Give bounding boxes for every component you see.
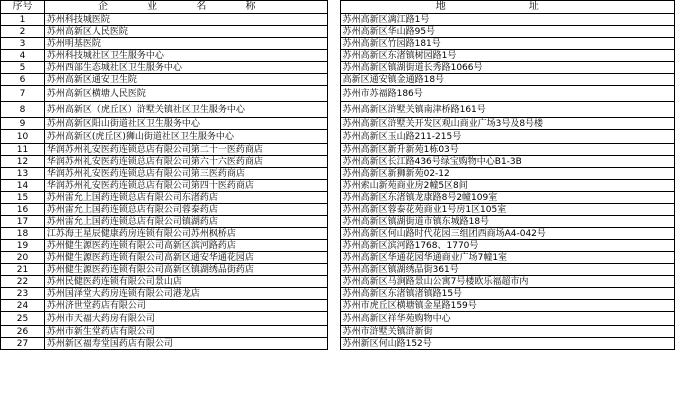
row-address: 苏州市浒墅关镇浒新街 (340, 326, 674, 338)
row-index: 15 (1, 192, 45, 204)
row-spacer-right (675, 168, 700, 180)
row-address: 苏州高新区华通花园华通商业广场7幢1室 (340, 252, 674, 264)
row-name: 苏州明基医院 (44, 38, 327, 50)
row-name: 苏州国泽堂大药房连锁有限公司港龙店 (44, 288, 327, 300)
row-name: 苏州雷允上国药连锁总店有限公司蓉泰药店 (44, 204, 327, 216)
row-address: 苏州高新区祥华苑购物中心 (340, 312, 674, 326)
header-spacer-right (675, 1, 700, 14)
row-spacer-right (675, 62, 700, 74)
header-name: 企 业 名 称 (44, 1, 327, 14)
row-spacer-right (675, 50, 700, 62)
row-spacer-right (675, 204, 700, 216)
row-spacer-right (675, 312, 700, 326)
row-spacer-right (675, 288, 700, 300)
header-address: 地 址 (340, 1, 674, 14)
row-index: 18 (1, 228, 45, 240)
table-row (1, 240, 700, 252)
row-spacer (327, 338, 340, 350)
table-body (1, 1, 700, 350)
row-spacer (327, 74, 340, 86)
row-name: 江苏海王星辰健康药房连锁有限公司苏州枫桥店 (44, 228, 327, 240)
row-address: 苏州高新区漓江路1号 (340, 14, 674, 26)
row-name: 苏州济世堂药店有限公司 (44, 300, 327, 312)
row-spacer-right (675, 180, 700, 192)
row-name: 苏州新区福寿堂国药店有限公司 (44, 338, 327, 350)
header-spacer (327, 1, 340, 14)
row-spacer-right (675, 144, 700, 156)
row-name: 华润苏州礼安医药连锁总店有限公司第六十六医药商店 (44, 156, 327, 168)
row-name: 华润苏州礼安医药连锁总店有限公司第三医药商店 (44, 168, 327, 180)
row-spacer (327, 26, 340, 38)
table-row (1, 74, 700, 86)
row-spacer (327, 180, 340, 192)
row-index: 10 (1, 130, 45, 144)
row-spacer-right (675, 276, 700, 288)
row-name: 苏州健生源医药连锁有限公司高新区通安华通花园店 (44, 252, 327, 264)
row-spacer-right (675, 326, 700, 338)
row-spacer-right (675, 86, 700, 102)
row-spacer-right (675, 14, 700, 26)
row-spacer-right (675, 252, 700, 264)
row-spacer (327, 300, 340, 312)
table-row (1, 130, 700, 144)
row-spacer (327, 14, 340, 26)
row-index: 20 (1, 252, 45, 264)
row-index: 17 (1, 216, 45, 228)
row-spacer-right (675, 216, 700, 228)
row-spacer-right (675, 264, 700, 276)
row-spacer (327, 168, 340, 180)
row-name: 苏州高新区通安卫生院 (44, 74, 327, 86)
row-address: 苏州市虎丘区横塘镇金星路159号 (340, 300, 674, 312)
row-index: 27 (1, 338, 45, 350)
row-spacer (327, 130, 340, 144)
row-spacer (327, 38, 340, 50)
row-address: 高新区通安镇金通路18号 (340, 74, 674, 86)
row-index: 23 (1, 288, 45, 300)
row-spacer-right (675, 338, 700, 350)
table-row (1, 192, 700, 204)
row-spacer-right (675, 300, 700, 312)
row-index: 7 (1, 86, 45, 102)
row-address: 苏州高新区东渚镇渚镇路15号 (340, 288, 674, 300)
row-spacer (327, 216, 340, 228)
row-spacer (327, 312, 340, 326)
row-address: 苏州高新区镇湖绣品街361号 (340, 264, 674, 276)
row-index: 5 (1, 62, 45, 74)
row-name: 苏州健生源医药连锁有限公司高新区镇湖绣品街药店 (44, 264, 327, 276)
table-row (1, 14, 700, 26)
row-spacer-right (675, 240, 700, 252)
row-spacer-right (675, 192, 700, 204)
row-address: 苏州高新区马涧路景山公寓7号楼欧乐福超市内 (340, 276, 674, 288)
row-address: 苏州高新区新升新苑1栋03号 (340, 144, 674, 156)
header-index: 序号 (1, 1, 45, 14)
row-address: 苏州索山新苑商业房2幢5区8间 (340, 180, 674, 192)
row-name: 苏州市天福大药房有限公司 (44, 312, 327, 326)
row-spacer (327, 102, 340, 118)
row-name: 苏州高新区(虎丘区)狮山街道社区卫生服务中心 (44, 130, 327, 144)
table-row (1, 264, 700, 276)
row-address: 苏州高新区蓉泰花苑商业1号房1区105室 (340, 204, 674, 216)
row-index: 14 (1, 180, 45, 192)
row-index: 22 (1, 276, 45, 288)
table-row (1, 252, 700, 264)
row-name: 苏州高新区（虎丘区）浒墅关镇社区卫生服务中心 (44, 102, 327, 118)
row-name: 华润苏州礼安医药连锁总店有限公司第四十医药商店 (44, 180, 327, 192)
row-address: 苏州高新区长江路436号绿宝购物中心B1-3B (340, 156, 674, 168)
table-row (1, 38, 700, 50)
row-spacer (327, 228, 340, 240)
row-spacer (327, 50, 340, 62)
row-spacer-right (675, 156, 700, 168)
table-row (1, 26, 700, 38)
table-row (1, 180, 700, 192)
table-row (1, 204, 700, 216)
row-name: 苏州市新生堂药店有限公司 (44, 326, 327, 338)
row-index: 12 (1, 156, 45, 168)
row-spacer-right (675, 118, 700, 130)
row-address: 苏州高新区镇湖街道长秀路1066号 (340, 62, 674, 74)
table-row (1, 326, 700, 338)
table-row (1, 300, 700, 312)
row-spacer (327, 118, 340, 130)
row-name: 苏州健生源医药连锁有限公司高新区滨河路药店 (44, 240, 327, 252)
row-address: 苏州高新区竹园路181号 (340, 38, 674, 50)
row-address: 苏州高新区滨河路1768、1770号 (340, 240, 674, 252)
row-spacer (327, 144, 340, 156)
row-name: 苏州西部生态城社区卫生服务中心 (44, 62, 327, 74)
row-name: 苏州高新区阳山街道社区卫生服务中心 (44, 118, 327, 130)
row-address: 苏州新区何山路152号 (340, 338, 674, 350)
row-spacer-right (675, 102, 700, 118)
row-spacer (327, 204, 340, 216)
table-row (1, 144, 700, 156)
table-row (1, 168, 700, 180)
row-name: 苏州高新区横塘人民医院 (44, 86, 327, 102)
table-row (1, 312, 700, 326)
row-name: 苏州雷允上国药连锁总店有限公司东渚药店 (44, 192, 327, 204)
row-index: 11 (1, 144, 45, 156)
row-spacer (327, 192, 340, 204)
row-index: 1 (1, 14, 45, 26)
row-name: 苏州科技城社区卫生服务中心 (44, 50, 327, 62)
row-address: 苏州高新区玉山路211-215号 (340, 130, 674, 144)
row-index: 16 (1, 204, 45, 216)
table-row (1, 118, 700, 130)
table-row (1, 276, 700, 288)
row-address: 苏州市苏福路186号 (340, 86, 674, 102)
row-name: 华润苏州礼安医药连锁总店有限公司第二十一医药商店 (44, 144, 327, 156)
row-address: 苏州高新区浒墅关镇南津桥路161号 (340, 102, 674, 118)
row-index: 3 (1, 38, 45, 50)
table-row (1, 288, 700, 300)
row-spacer (327, 156, 340, 168)
row-spacer-right (675, 130, 700, 144)
row-name: 苏州科技城医院 (44, 14, 327, 26)
row-index: 9 (1, 118, 45, 130)
table-header-row (1, 1, 700, 14)
row-index: 8 (1, 102, 45, 118)
row-address: 苏州高新区东渚镇树园路1号 (340, 50, 674, 62)
row-address: 苏州高新区何山路时代花园三组团西商场A4-042号 (340, 228, 674, 240)
row-index: 4 (1, 50, 45, 62)
row-index: 2 (1, 26, 45, 38)
table-row (1, 216, 700, 228)
row-spacer-right (675, 228, 700, 240)
row-spacer (327, 264, 340, 276)
row-index: 25 (1, 312, 45, 326)
row-address: 苏州高新区新狮新苑02-12 (340, 168, 674, 180)
table-row (1, 102, 700, 118)
row-spacer-right (675, 26, 700, 38)
table-row (1, 62, 700, 74)
row-spacer (327, 276, 340, 288)
row-index: 19 (1, 240, 45, 252)
row-index: 13 (1, 168, 45, 180)
row-spacer-right (675, 38, 700, 50)
row-address: 苏州高新区东渚镇龙康路8号2幢109室 (340, 192, 674, 204)
row-spacer-right (675, 74, 700, 86)
row-index: 21 (1, 264, 45, 276)
row-spacer (327, 62, 340, 74)
row-name: 苏州民健医药连锁有限公司景山店 (44, 276, 327, 288)
table-row (1, 228, 700, 240)
row-spacer (327, 326, 340, 338)
row-index: 24 (1, 300, 45, 312)
row-address: 苏州高新区华山路95号 (340, 26, 674, 38)
row-address: 苏州高新区镇湖街道市镇东城路18号 (340, 216, 674, 228)
table-row (1, 50, 700, 62)
row-index: 6 (1, 74, 45, 86)
row-name: 苏州高新区人民医院 (44, 26, 327, 38)
row-spacer (327, 252, 340, 264)
row-address: 苏州高新区浒墅关开发区观山商业广场3号及8号楼 (340, 118, 674, 130)
table-row (1, 338, 700, 350)
table-row (1, 86, 700, 102)
table-row (1, 156, 700, 168)
row-index: 26 (1, 326, 45, 338)
row-name: 苏州雷允上国药连锁总店有限公司镇湖药店 (44, 216, 327, 228)
row-spacer (327, 288, 340, 300)
row-spacer (327, 86, 340, 102)
row-spacer (327, 240, 340, 252)
